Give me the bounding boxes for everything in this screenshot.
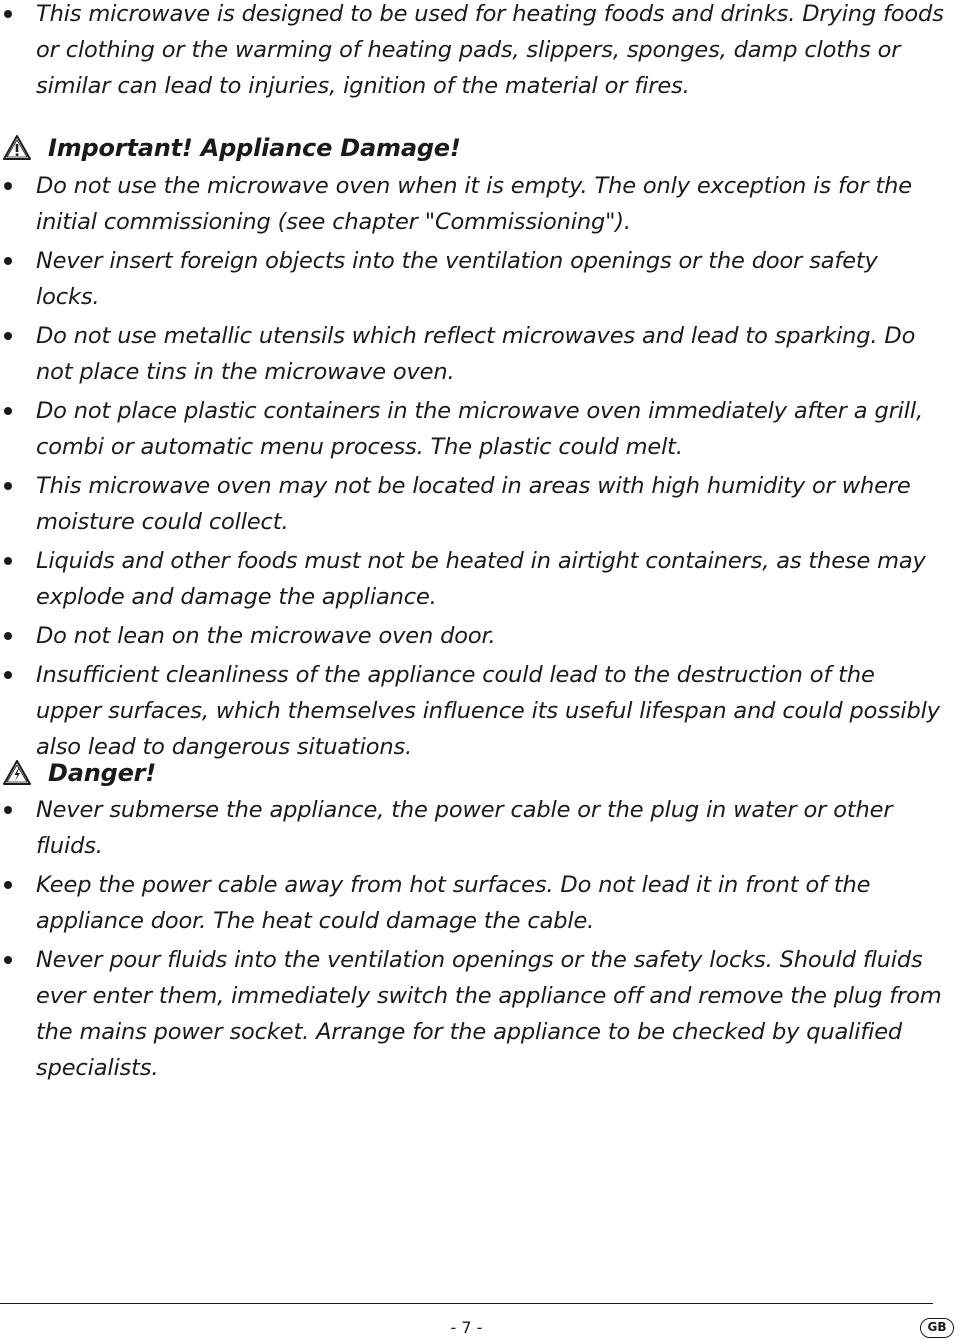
- list-item-text: Insufficient cleanliness of the appliance could lead to the destruction of the upper surfaces, which themselves influence its useful lifespan and could possibly also lead to dangerous situations.: [36, 662, 940, 760]
- damage-bullet-list: [0, 168, 945, 768]
- list-item: [0, 657, 945, 765]
- list-item-text: Do not use the microwave oven when it is empty. The only exception is for the initial commissioning (see chapter "Commissioning").: [36, 173, 912, 235]
- bullet-icon: [4, 956, 12, 964]
- bullet-icon: [4, 632, 12, 640]
- list-item: [0, 468, 945, 540]
- list-item-text: This microwave oven may not be located in areas with high humidity or where moisture could collect.: [36, 473, 911, 535]
- list-item-text: Do not use metallic utensils which reflect microwaves and lead to sparking. Do not place tins in the microwave oven.: [36, 323, 916, 385]
- electric-warning-icon: [2, 759, 32, 787]
- list-item: [0, 867, 945, 939]
- bullet-icon: [4, 10, 12, 18]
- list-item: [0, 543, 945, 615]
- footer-divider: [0, 1303, 933, 1304]
- danger-heading: [0, 755, 156, 791]
- bullet-icon: [4, 482, 12, 490]
- list-item: [0, 168, 945, 240]
- list-item: [0, 792, 945, 864]
- list-item-text: Do not place plastic containers in the microwave oven immediately after a grill, combi or automatic menu process. The plastic could melt.: [36, 398, 923, 460]
- list-item: [0, 618, 945, 654]
- danger-bullet-list: [0, 792, 945, 1089]
- bullet-icon: [4, 257, 12, 265]
- list-item-text: Never insert foreign objects into the ventilation openings or the door safety locks.: [36, 248, 878, 310]
- bullet-icon: [4, 407, 12, 415]
- list-item-text: Never pour fluids into the ventilation openings or the safety locks. Should fluids ever enter them, immediately switch the appliance off and remove the plug from the mains power socket. Arrange for the appliance to be checked by qualified specialists.: [36, 947, 942, 1081]
- appliance-damage-heading: [0, 130, 461, 166]
- list-item-text: Liquids and other foods must not be heated in airtight containers, as these may explode and damage the appliance.: [36, 548, 926, 610]
- section-title: Important! Appliance Damage!: [48, 134, 461, 162]
- list-item-text: Keep the power cable away from hot surfaces. Do not lead it in front of the appliance door. The heat could damage the cable.: [36, 872, 871, 934]
- bullet-icon: [4, 806, 12, 814]
- list-item: [0, 393, 945, 465]
- page-number: - 7 -: [450, 1318, 483, 1337]
- bullet-icon: [4, 332, 12, 340]
- intro-bullet-list: [0, 0, 945, 107]
- bullet-icon: [4, 182, 12, 190]
- language-badge: GB: [920, 1318, 954, 1338]
- list-item-text: Never submerse the appliance, the power cable or the plug in water or other fluids.: [36, 797, 893, 859]
- bullet-icon: [4, 671, 12, 679]
- bullet-icon: [4, 881, 12, 889]
- bullet-icon: [4, 557, 12, 565]
- list-item: [0, 942, 945, 1086]
- section-title: Danger!: [48, 759, 157, 787]
- list-item: [0, 318, 945, 390]
- list-item: [0, 0, 945, 104]
- list-item-text: Do not lean on the microwave oven door.: [36, 623, 496, 649]
- list-item: [0, 243, 945, 315]
- list-item-text: This microwave is designed to be used for heating foods and drinks. Drying foods or clothing or the warming of heating pads, slippers, sponges, damp cloths or similar can lead to injuries, ignition of the material or fires.: [36, 1, 944, 99]
- warning-triangle-icon: [2, 134, 32, 162]
